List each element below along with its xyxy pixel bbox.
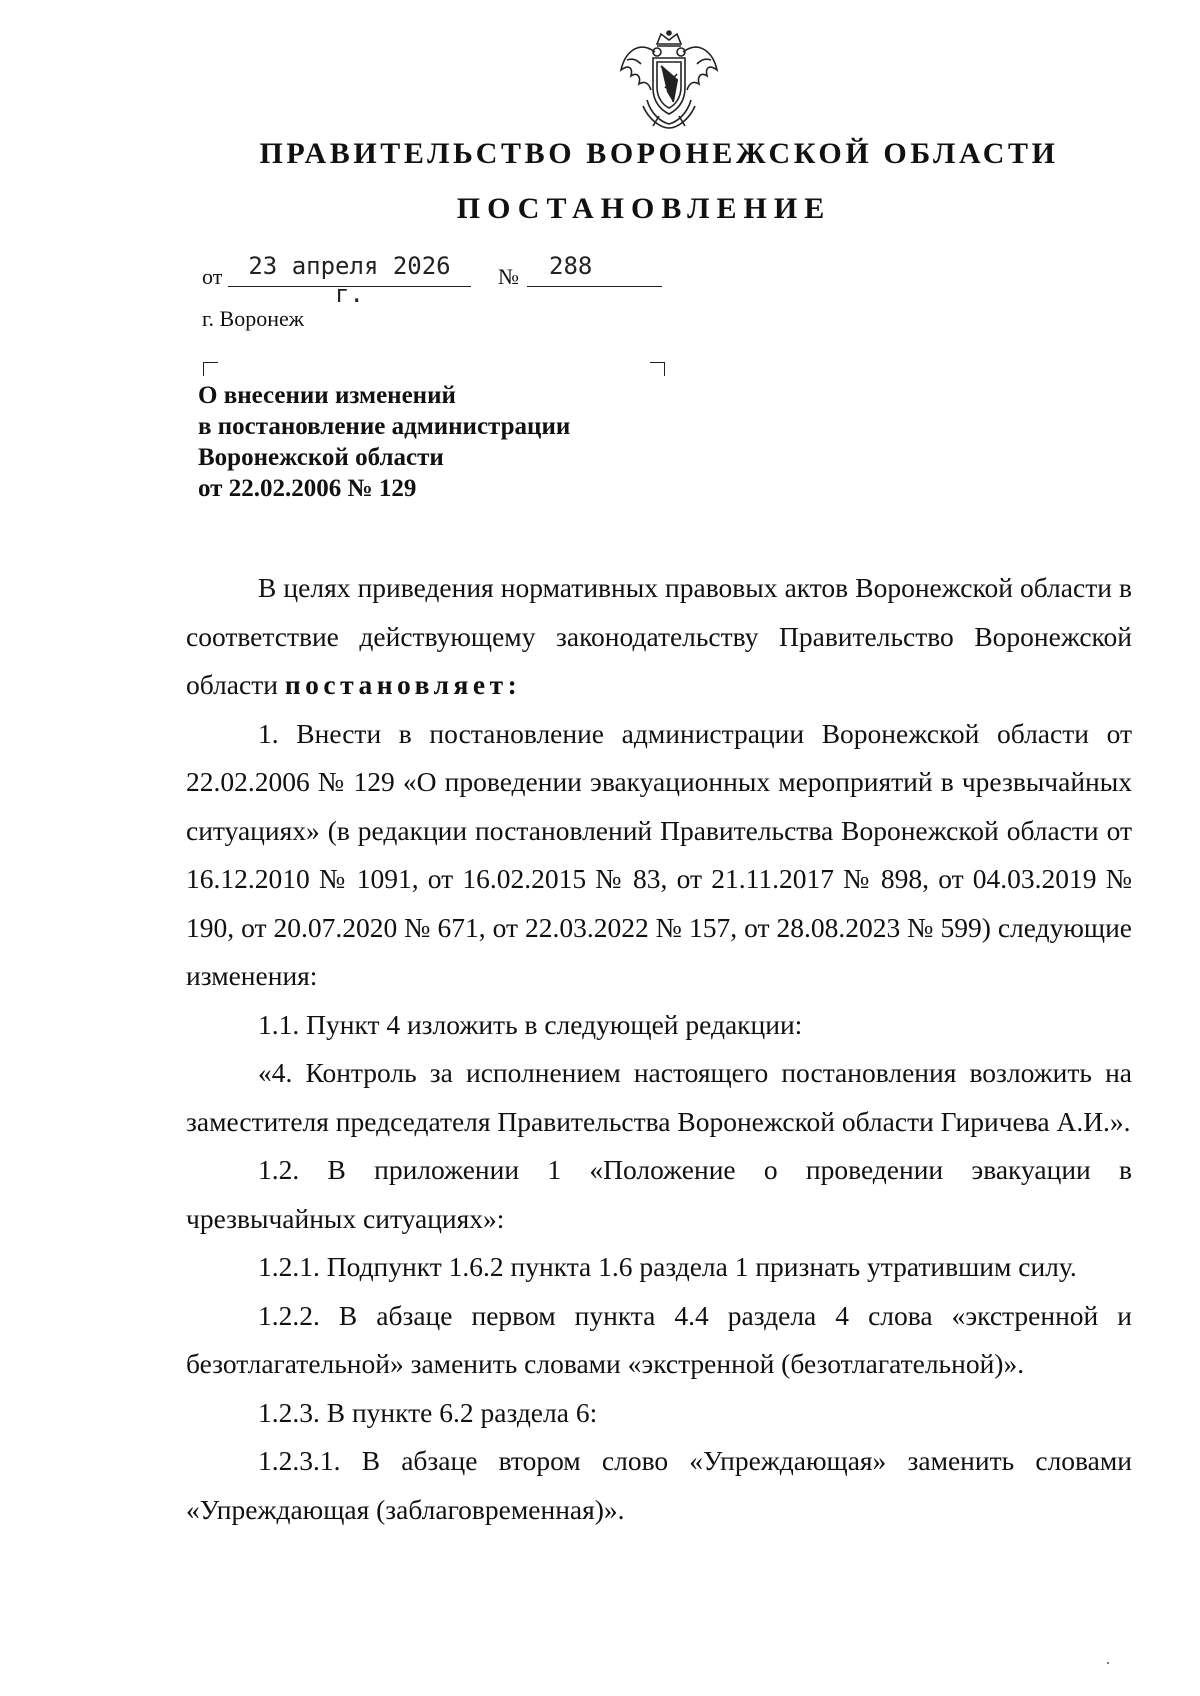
document-body	[186, 564, 1132, 1534]
number-sign: №	[498, 264, 519, 289]
resolves-word: постановляет:	[284, 669, 522, 700]
number-field	[527, 252, 662, 287]
date-prefix: от	[202, 264, 223, 289]
body-paragraph: 1.2.3. В пункте 6.2 раздела 6:	[258, 1396, 598, 1428]
document-type: ПОСТАНОВЛЕНИЕ	[456, 192, 832, 225]
government-title: ПРАВИТЕЛЬСТВО ВОРОНЕЖСКОЙ ОБЛАСТИ	[259, 137, 1059, 170]
preamble-text: В целях приведения нормативных правовых актов Воронежской области в соответствие действующему законодательству Правительство Воронежской области	[186, 572, 1132, 700]
body-paragraph: 1.1. Пункт 4 изложить в следующей редакции:	[258, 1008, 803, 1040]
body-paragraph: 1.2.3.1. В абзаце втором слово «Упреждающая» заменить словами «Упреждающая (заблаговременная)».	[186, 1445, 1132, 1525]
body-paragraph: 1.2. В приложении 1 «Положение о проведении эвакуации в чрезвычайных ситуациях»:	[186, 1154, 1132, 1234]
document-number: 288	[549, 252, 593, 280]
subject-line: в постановление администрации	[198, 413, 571, 440]
subject-line: О внесении изменений	[198, 382, 456, 409]
body-paragraph: 1.2.2. В абзаце первом пункта 4.4 раздела 4 слова «экстренной и безотлагательной» заменить словами «экстренной (безотлагательной)».	[186, 1299, 1132, 1379]
subject-corner-left-mark	[203, 362, 218, 376]
document-subject	[198, 380, 570, 504]
coat-of-arms-icon	[617, 30, 721, 130]
subject-line: от 22.02.2006 № 129	[198, 475, 417, 502]
subject-line: Воронежской области	[198, 444, 444, 471]
preamble-paragraph	[186, 564, 1132, 710]
city-name: г. Воронеж	[202, 306, 304, 331]
scan-dot	[1107, 1662, 1109, 1664]
document-date: 23 апреля 2026 г.	[248, 252, 451, 308]
subject-corner-right-mark	[650, 362, 665, 376]
date-field	[228, 252, 471, 308]
body-paragraph: 1.2.1. Подпункт 1.6.2 пункта 1.6 раздела 1 признать утратившим силу.	[258, 1251, 1077, 1282]
body-paragraph: «4. Контроль за исполнением настоящего постановления возложить на заместителя председателя Правительства Воронежской области Гиричева А.И.».	[186, 1057, 1132, 1137]
document-details	[202, 252, 682, 308]
body-paragraph: 1. Внести в постановление администрации Воронежской области от 22.02.2006 № 129 «О проведении эвакуационных мероприятий в чрезвычайных ситуациях» (в редакции постановлений Правительства Воронежской области от 16.12.2010 № 1091, от 16.02.2015 № 83, от 21.11.2017 № 898, от 04.03.2019 № 190, от 20.07.2020 № 671, от 22.03.2022 № 157, от 28.08.2023 № 599) следующие изменения:	[186, 717, 1132, 991]
